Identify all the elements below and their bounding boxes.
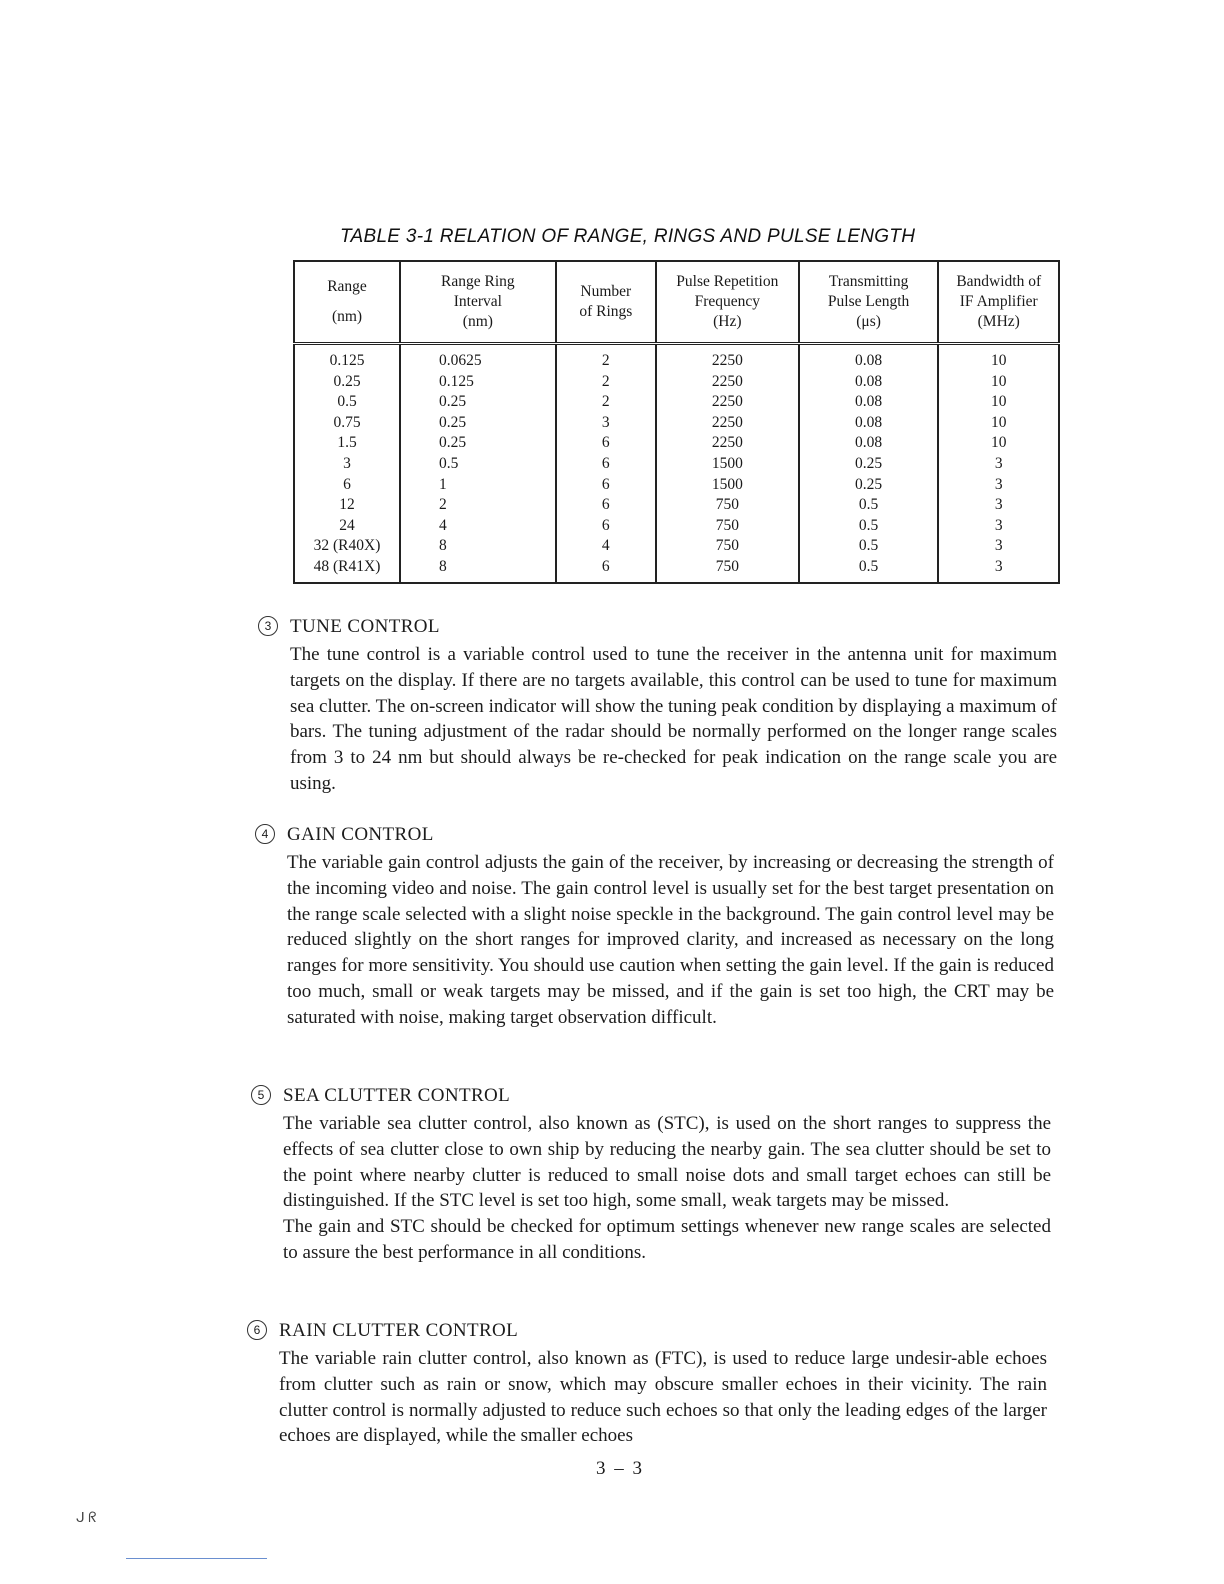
section-number-badge: 4 xyxy=(255,824,275,844)
table-cell: 0.25 xyxy=(333,372,361,390)
table-cell: 10 xyxy=(990,372,1007,390)
header-line: Frequency xyxy=(694,293,761,310)
table-cell: 3 xyxy=(994,454,1003,472)
table-cell: 2 xyxy=(439,496,447,514)
section-paragraph: The variable sea clutter control, also known as (STC), is used on the short ranges to suppress the effects of sea clutter close to own ship by reducing the nearby gain. The sea clutter should be set to the point where nearby clutter is reduced to small noise dots and small target echoes can still be distinguished. If the STC level is set too high, some small, weak targets may be missed. xyxy=(283,1113,1051,1212)
col-ring-interval xyxy=(400,344,556,583)
table-cell: 0.08 xyxy=(855,393,883,411)
section-paragraph: The gain and STC should be checked for optimum settings whenever new range scales are selected to assure the best performance in all conditions. xyxy=(283,1216,1051,1263)
section-rain-clutter-control xyxy=(253,1318,1047,1449)
table-cell: 2250 xyxy=(711,393,743,411)
table-cell: 0.08 xyxy=(855,413,883,431)
table-cell: 0.5 xyxy=(337,393,357,411)
table-cell: 2250 xyxy=(711,372,743,390)
range-rings-table xyxy=(293,260,1060,584)
section-title: TUNE CONTROL xyxy=(290,616,440,637)
header-line: Transmitting xyxy=(828,273,909,290)
table-cell: 0.5 xyxy=(858,496,879,514)
table-cell: 1 xyxy=(439,475,447,493)
table-cell: 8 xyxy=(439,557,447,575)
header-line: Bandwidth of xyxy=(956,273,1042,290)
section-number-badge: 5 xyxy=(251,1085,271,1105)
table-cell: 3 xyxy=(994,516,1003,534)
table-cell: 8 xyxy=(439,537,447,555)
table-cell: 0.5 xyxy=(858,537,879,555)
table-cell: 0.0625 xyxy=(439,352,482,369)
header-line: Range Ring xyxy=(441,273,515,290)
table-cell: 0.5 xyxy=(439,454,459,472)
table-cell: 0.25 xyxy=(439,434,467,452)
col-number-of-rings xyxy=(556,344,656,583)
table-cell: 750 xyxy=(715,557,739,575)
table-cell: 24 xyxy=(339,516,355,534)
table-title: TABLE 3-1 RELATION OF RANGE, RINGS AND PULSE LENGTH xyxy=(340,226,916,247)
table-cell: 1.5 xyxy=(337,434,357,452)
section-title: RAIN CLUTTER CONTROL xyxy=(279,1320,519,1341)
header-ring-interval xyxy=(400,261,556,344)
header-line: Number xyxy=(580,283,632,300)
header-range xyxy=(294,261,400,344)
col-pulse-length xyxy=(799,344,939,583)
table-cell: 6 xyxy=(601,434,610,452)
table-cell: 3 xyxy=(343,454,351,472)
page-number: 3 – 3 xyxy=(596,1458,644,1479)
table-cell: 12 xyxy=(339,496,355,514)
header-line: (nm) xyxy=(331,308,363,325)
table-cell: 4 xyxy=(601,537,610,555)
table-cell: 1500 xyxy=(711,454,743,472)
header-line: Pulse Repetition xyxy=(676,273,779,290)
table-cell: 10 xyxy=(990,413,1007,431)
header-line: IF Amplifier xyxy=(959,293,1038,310)
table-cell: 0.25 xyxy=(855,454,883,472)
table-cell: 6 xyxy=(343,475,351,493)
table-cell: 6 xyxy=(601,454,610,472)
section-title: SEA CLUTTER CONTROL xyxy=(283,1085,511,1106)
table-cell: 0.25 xyxy=(439,413,467,431)
section-paragraph: The variable rain clutter control, also known as (FTC), is used to reduce large undesir-able echoes from clutter such as rain or snow, which may obscure smaller echoes in their vicinity. The rain clutter control is normally adjusted to reduce such echoes so that only the leading edges of the larger echoes are displayed, while the smaller echoes xyxy=(279,1348,1047,1447)
table-cell: 3 xyxy=(601,413,610,431)
header-prf xyxy=(656,261,799,344)
header-line: Interval xyxy=(453,293,502,310)
header-line: Range xyxy=(327,278,367,295)
table-cell: 3 xyxy=(994,496,1003,514)
table-cell: 2250 xyxy=(711,434,743,452)
table-cell: 0.125 xyxy=(329,352,365,369)
table-cell: 2 xyxy=(601,372,610,390)
table-cell: 0.25 xyxy=(855,475,883,493)
header-bandwidth xyxy=(938,261,1059,344)
table-cell: 3 xyxy=(994,537,1003,555)
col-prf xyxy=(656,344,799,583)
section-number-badge: 6 xyxy=(247,1320,267,1340)
table-header-row xyxy=(294,261,1059,344)
section-gain-control xyxy=(261,822,1054,1031)
table-cell: 32 (R40X) xyxy=(313,537,381,555)
table-cell: 0.08 xyxy=(855,372,883,390)
scan-mark: ᒍ ᖇ xyxy=(76,1511,97,1526)
table-cell: 4 xyxy=(439,516,447,534)
table-cell: 0.25 xyxy=(439,393,467,411)
table-cell: 0.125 xyxy=(439,372,474,390)
table-cell: 10 xyxy=(990,393,1007,411)
col-bandwidth xyxy=(938,344,1059,583)
col-range xyxy=(294,344,400,583)
table-cell: 0.08 xyxy=(855,434,883,452)
table-cell: 1500 xyxy=(711,475,743,493)
table-cell: 3 xyxy=(994,475,1003,493)
header-line: of Rings xyxy=(579,303,633,320)
header-line: Pulse Length xyxy=(827,293,910,310)
table-cell: 10 xyxy=(990,352,1007,369)
section-sea-clutter-control xyxy=(257,1083,1051,1266)
table-cell: 6 xyxy=(601,516,610,534)
header-pulse-length xyxy=(799,261,939,344)
table-cell: 2250 xyxy=(711,413,743,431)
section-paragraph: The tune control is a variable control used to tune the receiver in the antenna unit for maximum targets on the display. If there are no targets available, this control can be used to tune for maximum sea clutter. The on-screen indicator will show the tuning peak condition by displaying a maximum of bars. The tuning adjustment of the radar should be normally performed on the longer range scales from 3 to 24 nm but should always be re-checked for peak indication on the range scale you are using. xyxy=(290,644,1057,794)
section-title: GAIN CONTROL xyxy=(287,824,434,845)
header-line: (μs) xyxy=(856,313,881,330)
header-line: (nm) xyxy=(462,313,493,330)
table-cell: 750 xyxy=(715,496,739,514)
table-cell: 6 xyxy=(601,557,610,575)
section-paragraph: The variable gain control adjusts the gain of the receiver, by increasing or decreasing the strength of the incoming video and noise. The gain control level is usually set for the best target presentation on the range scale selected with a slight noise speckle in the background. The gain control level may be reduced slightly on the short ranges for improved clarity, and increased as necessary on the long ranges for more sensitivity. You should use caution when setting the gain level. If the gain is reduced too much, small or weak targets may be missed, and if the gain is set too high, the CRT may be saturated with noise, making target observation difficult. xyxy=(287,852,1054,1028)
header-number-of-rings xyxy=(556,261,656,344)
section-tune-control xyxy=(264,614,1057,797)
table-cell: 2250 xyxy=(711,352,743,369)
table-cell: 3 xyxy=(994,557,1003,575)
table-body-row xyxy=(294,344,1059,583)
table-cell: 0.5 xyxy=(858,516,879,534)
table-cell: 2 xyxy=(601,352,610,369)
table-cell: 2 xyxy=(601,393,610,411)
table-cell: 48 (R41X) xyxy=(313,557,381,575)
table-cell: 6 xyxy=(601,496,610,514)
table-cell: 6 xyxy=(601,475,610,493)
footer-rule xyxy=(126,1558,267,1559)
table-cell: 0.75 xyxy=(333,413,361,431)
table-cell: 0.08 xyxy=(855,352,883,369)
table-cell: 10 xyxy=(990,434,1007,452)
header-line: (MHz) xyxy=(977,313,1020,330)
table-cell: 750 xyxy=(715,537,739,555)
table-cell: 0.5 xyxy=(858,557,879,575)
table-cell: 750 xyxy=(715,516,739,534)
section-number-badge: 3 xyxy=(258,616,278,636)
header-line: (Hz) xyxy=(713,313,742,330)
